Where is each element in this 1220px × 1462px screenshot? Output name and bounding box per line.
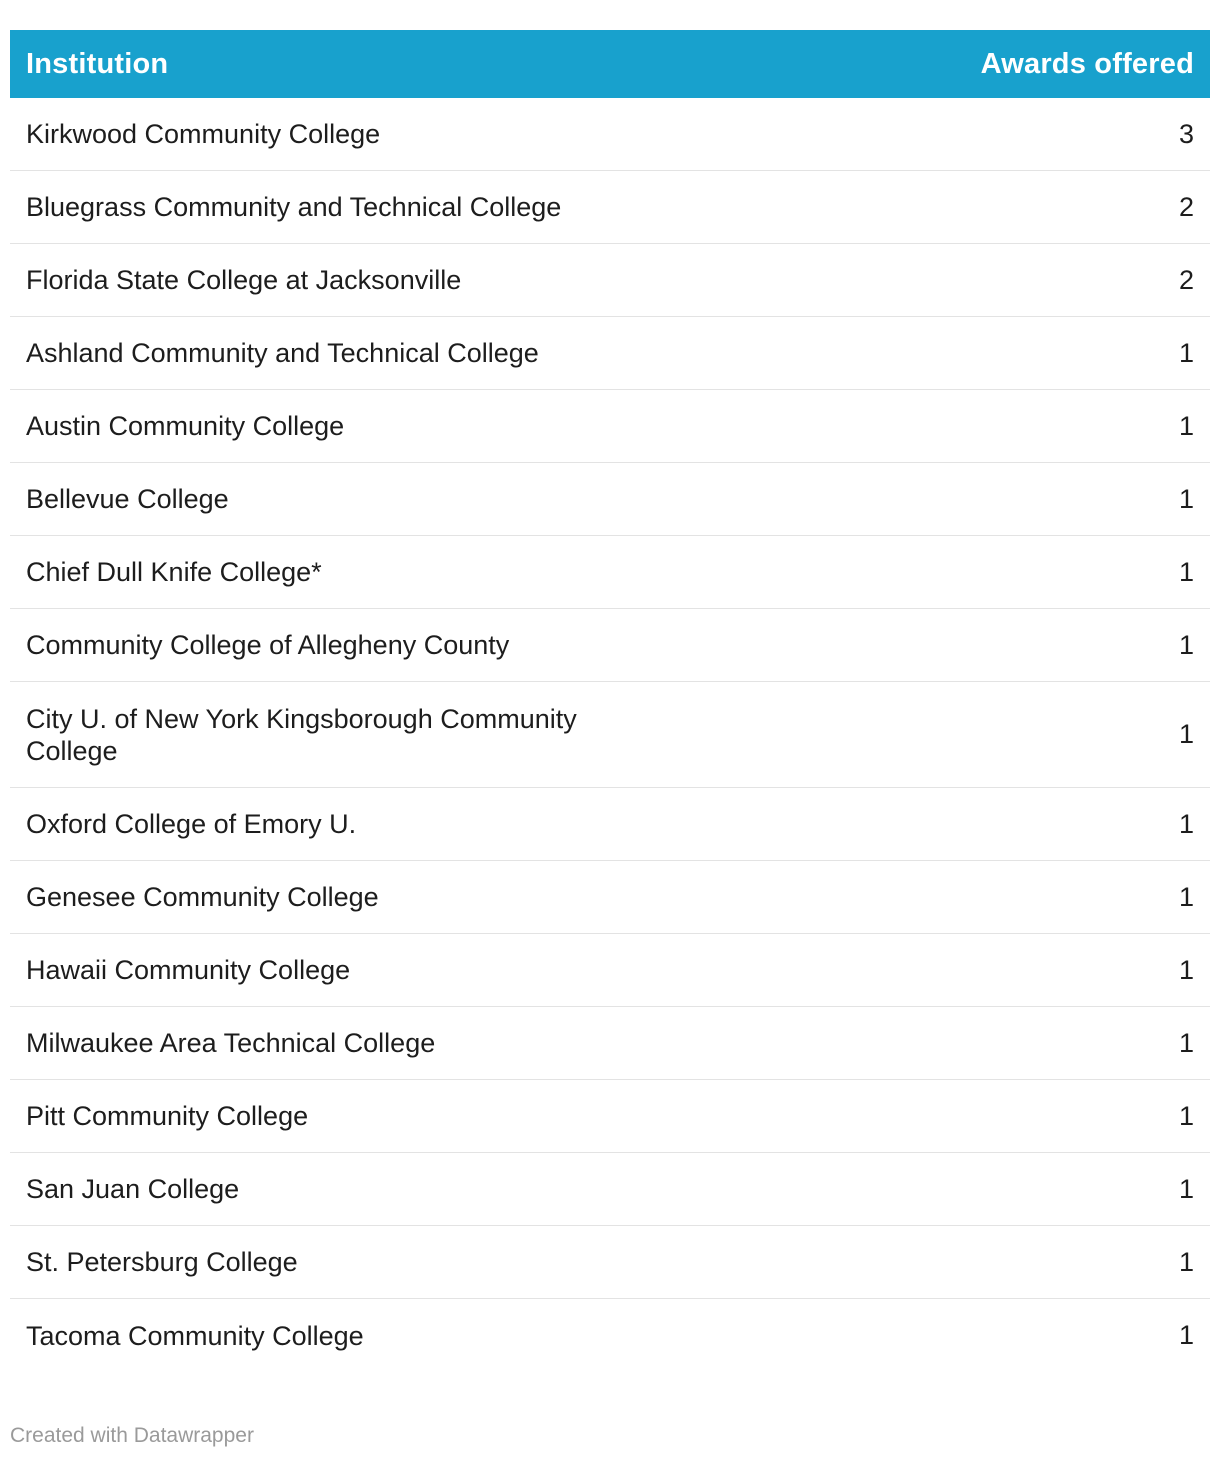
awards-cell: 1 bbox=[1178, 629, 1194, 660]
table-header bbox=[10, 30, 1210, 98]
awards-cell: 1 bbox=[1178, 719, 1194, 749]
table-row bbox=[10, 317, 1210, 390]
awards-cell: 1 bbox=[1178, 483, 1194, 514]
institution-cell: San Juan College bbox=[26, 1174, 240, 1204]
table-row bbox=[10, 1226, 1210, 1299]
table-row bbox=[10, 609, 1210, 682]
institution-cell: Pitt Community College bbox=[26, 1101, 309, 1131]
table-row bbox=[10, 98, 1210, 171]
table-row bbox=[10, 171, 1210, 244]
institution-cell: St. Petersburg College bbox=[26, 1247, 298, 1277]
table-row bbox=[10, 1080, 1210, 1153]
awards-cell: 2 bbox=[1178, 264, 1194, 295]
awards-cell: 1 bbox=[1178, 556, 1194, 587]
table-row bbox=[10, 1007, 1210, 1080]
awards-cell: 1 bbox=[1178, 1027, 1194, 1058]
table-row bbox=[10, 861, 1210, 934]
institution-cell: Bluegrass Community and Technical College bbox=[26, 192, 562, 222]
institution-cell: Bellevue College bbox=[26, 484, 229, 514]
institution-cell: Ashland Community and Technical College bbox=[26, 338, 539, 368]
awards-cell: 1 bbox=[1178, 1320, 1194, 1350]
institution-cell: Austin Community College bbox=[26, 411, 345, 441]
table-row bbox=[10, 1153, 1210, 1226]
institution-cell: Florida State College at Jacksonville bbox=[26, 265, 462, 295]
awards-cell: 1 bbox=[1178, 881, 1194, 912]
awards-cell: 1 bbox=[1178, 337, 1194, 368]
institution-cell: Hawaii Community College bbox=[26, 955, 351, 985]
column-header-awards[interactable]: Awards offered bbox=[980, 47, 1194, 80]
institution-cell: Tacoma Community College bbox=[26, 1320, 364, 1351]
institution-cell: Kirkwood Community College bbox=[26, 119, 381, 149]
institution-cell: Milwaukee Area Technical College bbox=[26, 1028, 436, 1058]
awards-cell: 1 bbox=[1178, 1100, 1194, 1131]
institution-cell: Oxford College of Emory U. bbox=[26, 809, 357, 839]
awards-cell: 3 bbox=[1178, 118, 1194, 149]
awards-table bbox=[10, 30, 1210, 1372]
table-row bbox=[10, 463, 1210, 536]
table-row bbox=[10, 1299, 1210, 1372]
awards-cell: 2 bbox=[1178, 191, 1194, 222]
footer-credit: Created with Datawrapper bbox=[10, 1424, 254, 1447]
awards-cell: 1 bbox=[1178, 1246, 1194, 1277]
table-row bbox=[10, 390, 1210, 463]
awards-cell: 1 bbox=[1178, 1173, 1194, 1204]
table-body bbox=[10, 98, 1210, 1372]
institution-cell: Genesee Community College bbox=[26, 882, 379, 912]
awards-cell: 1 bbox=[1178, 808, 1194, 839]
awards-cell: 1 bbox=[1178, 410, 1194, 441]
column-header-institution[interactable]: Institution bbox=[26, 47, 169, 80]
table-row bbox=[10, 934, 1210, 1007]
table-row bbox=[10, 536, 1210, 609]
table-row bbox=[10, 244, 1210, 317]
table-row bbox=[10, 682, 1210, 788]
institution-cell: Chief Dull Knife College* bbox=[26, 557, 322, 587]
table-row bbox=[10, 788, 1210, 861]
institution-cell: City U. of New York Kingsborough Community College bbox=[26, 703, 577, 766]
awards-cell: 1 bbox=[1178, 954, 1194, 985]
institution-cell: Community College of Allegheny County bbox=[26, 630, 510, 660]
